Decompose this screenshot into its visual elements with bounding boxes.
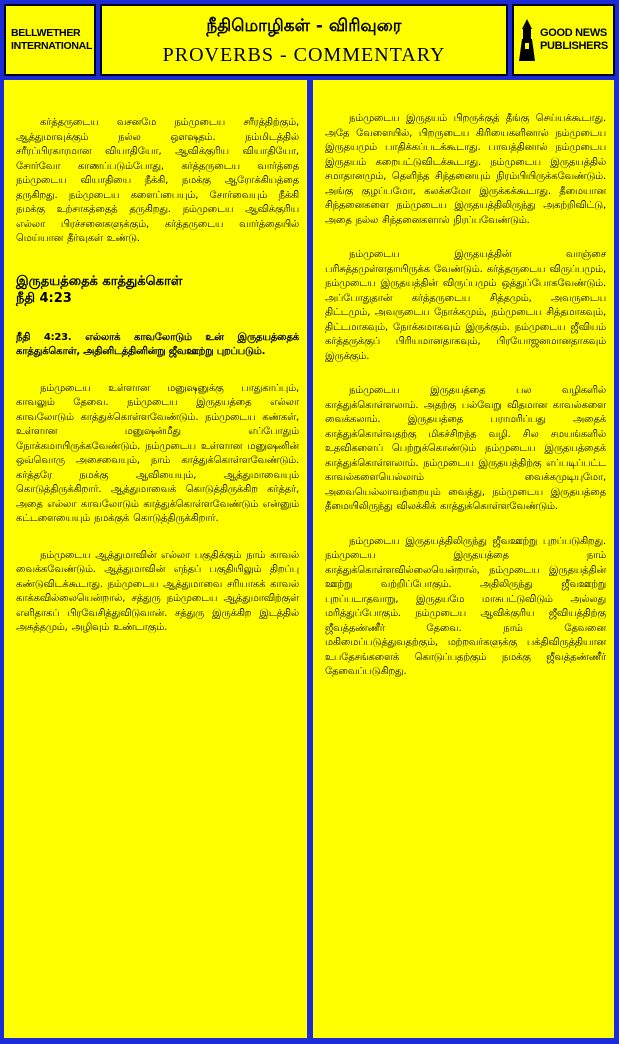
tower-icon	[517, 17, 537, 63]
header-title-box	[100, 4, 508, 76]
bellwether-logo	[4, 4, 96, 76]
right-column	[313, 80, 614, 1038]
right-paragraph-4: நம்முடைய இருதயத்திலிருந்து ஜீவஊற்று புறப்படுகிறது. நம்முடைய இருதயத்தை நாம் காத்துக்கொள்ளவில்லையென்றால், நம்முடைய இருதயத்தின் ஊற்று வற்றிப்போகும். அதிலிருந்து ஜீவஊற்று புறப்படாதவாறு, இருதயமே மாசுபட்டுவிடும் அல்லது மரித்துப்போகும். நம்முடைய ஆவிக்குரிய ஜீவியத்திற்கு ஜீவத்தண்ணீர் தேவை. நாம் தேவனை மகிமைப்படுத்துவதற்கும், மற்றவர்களுக்கு பக்திவிருத்தியான உபதேசங்களைக் கொடுப்பதற்கும் நமக்கு ஜீவத்தண்ணீர் தேவைப்படுகிறது.	[325, 535, 606, 677]
right-paragraph-2: நம்முடைய இருதயத்தின் வாஞ்சை பரிசுத்தமுள்ளதாயிருக்க வேண்டும். கர்த்தருடைய விருப்பமும், நம்முடைய இருதயத்தின் விருப்பமும் ஒத்துப்போகவேண்டும். அப்போதுதான் கர்த்தருடைய சித்தமும், அவருடைய திட்டமும், அவருடைய நோக்கமும், நம்முடைய சித்தமாகவும், திட்டமாகவும், நோக்கமாகவும் இருக்கும். நம்முடைய ஜீவியம் கர்த்தருக்குப் பிரியமானதாகவும், பிரயோஜனமானதாகவும் இருக்கும்.	[325, 249, 606, 362]
left-paragraph-2: நம்முடைய உள்ளான மனுஷனுக்கு பாதுகாப்பும், காவலும் தேவை. நம்முடைய இருதயத்தை எல்லா காவலோடும் காத்துக்கொள்ளவேண்டும். நம்முடைய கண்கள், உள்ளான மனுஷன்மீது எப்போதும் நோக்கமாயிருக்கவேண்டும். நம்முடைய உள்ளான மனுஷனின் ஒவ்வொரு அசைவையும், நாம் காத்துக்கொள்ளவேண்டும். கர்த்தரே நமக்கு ஆவியையும், ஆத்துமாவையும் கொடுத்திருக்கிறார். ஆத்துமாவைக் கொடுத்திருக்கிற கர்த்தர், அதை எல்லா காவலோடும் காத்துக்கொள்ளவேண்டும் என்னும் கட்டளையையும் நமக்குக் கொடுத்திருக்கிறார்.	[16, 382, 299, 524]
logo-left-line1: BELLWETHER	[11, 27, 81, 39]
good-news-logo	[512, 4, 615, 76]
right-paragraph-3: நம்முடைய இருதயத்தை பல வழிகளில் காத்துக்கொள்ளலாம். அதற்கு பல்வேறு விதமான காவல்களை வைக்கலாம். இருதயத்தை பராமரிப்பது அதைக் காத்துக்கொள்வதற்கு மிகச்சிறந்த வழி. சில சமயங்களில் உதவிகளைப் பெற்றுக்கொண்டும் நம்முடைய இருதயத்தைக் காத்துக்கொள்ளலாம். நம்முடைய இருதயத்திற்கு எப்படிப்பட்ட காவல்களையெல்லாம் வைக்கமுடியுமோ, அவையெல்லாவற்றையும் வைத்து, நம்முடைய இருதயத்தை தீமையிலிருந்து விலக்கிக் காத்துக்கொள்ளவேண்டும்.	[325, 385, 606, 512]
right-paragraph-1: நம்முடைய இருதயம் பிறருக்குத் தீங்கு செய்யக்கூடாது. அதே வேளையில், பிறருடைய கிரியைகளினால் நம்முடைய இருதயமும் பாதிக்கப்படக்கூடாது. பாவத்தினால் நம்முடைய இருதயம் கறைபட்டுவிடக்கூடாது. நம்முடைய இருதயத்தில் சமாதானமும், தெளிந்த சிந்தனையும் நிரம்பியிருக்கவேண்டும். அங்கு குழப்பமோ, கலக்கமோ இருக்கக்கூடாது. தீமையான சிந்தனைகளை நம்முடைய இருதயத்திலிருந்து அகற்றிவிட்டு, அதை நல்ல சிந்தனைகளால் நிரப்பவேண்டும்.	[325, 113, 606, 226]
title-tamil: நீதிமொழிகள் - விரிவுரை	[206, 16, 402, 36]
logo-left-line2: INTERNATIONAL	[11, 40, 93, 52]
logo-right-line2: PUBLISHERS	[540, 40, 608, 52]
logo-right-line1: GOOD NEWS	[540, 27, 607, 39]
section-heading: இருதயத்தைக் காத்துக்கொள்	[16, 273, 183, 289]
section-heading-reference: நீதி 4:23	[16, 290, 72, 306]
title-english: PROVERBS - COMMENTARY	[162, 44, 446, 66]
left-column	[4, 80, 307, 1038]
left-paragraph-1: கர்த்தருடைய வசனமே நம்முடைய சரீரத்திற்கும், ஆத்துமாவுக்கும் நல்ல ஔஷதம். நம்மிடத்தில் சரீரப்பிரகாரமான வியாதியோ, ஆவிக்குரிய வியாதியோ, சோர்வோ காணப்படும்போது, கர்த்தருடைய வார்த்தை நம்முடைய வியாதியை நீக்கி, நமக்கு ஆரோக்கியத்தை தருகிறது. நம்முடைய களைப்பையும், சோர்வையும் நீக்கி நமக்கு உற்சாகத்தைத் தருகிறது. நம்முடைய ஆவிக்குரிய எல்லா பிரச்சனைகளுக்கும், கர்த்தருடைய வார்த்தையில் மெய்யான தீர்வுகள் உண்டு.	[16, 117, 299, 244]
verse-text: நீதி 4:23. எல்லாக் காவலோடும் உன் இருதயத்தைக் காத்துக்கொள், அதினிடத்தினின்று ஜீவஊற்று புறப்படும்.	[16, 331, 299, 357]
left-paragraph-3: நம்முடைய ஆத்துமாவின் எல்லா பகுதிக்கும் நாம் காவல் வைக்கவேண்டும். ஆத்துமாவின் எந்தப் பகுதியிலும் திறப்பு கண்டுவிடக்கூடாது. நம்முடைய ஆத்துமாவை சரியாகக் காவல் காக்கவில்லையென்றால், சத்துரு நம்முடைய ஆத்துமாவிற்குள் எளிதாகப் பிரவேசித்துவிடுவான். சத்துரு இருக்கிற இடத்தில் அசுத்தமும், அழிவும் உண்டாகும்.	[16, 549, 299, 633]
